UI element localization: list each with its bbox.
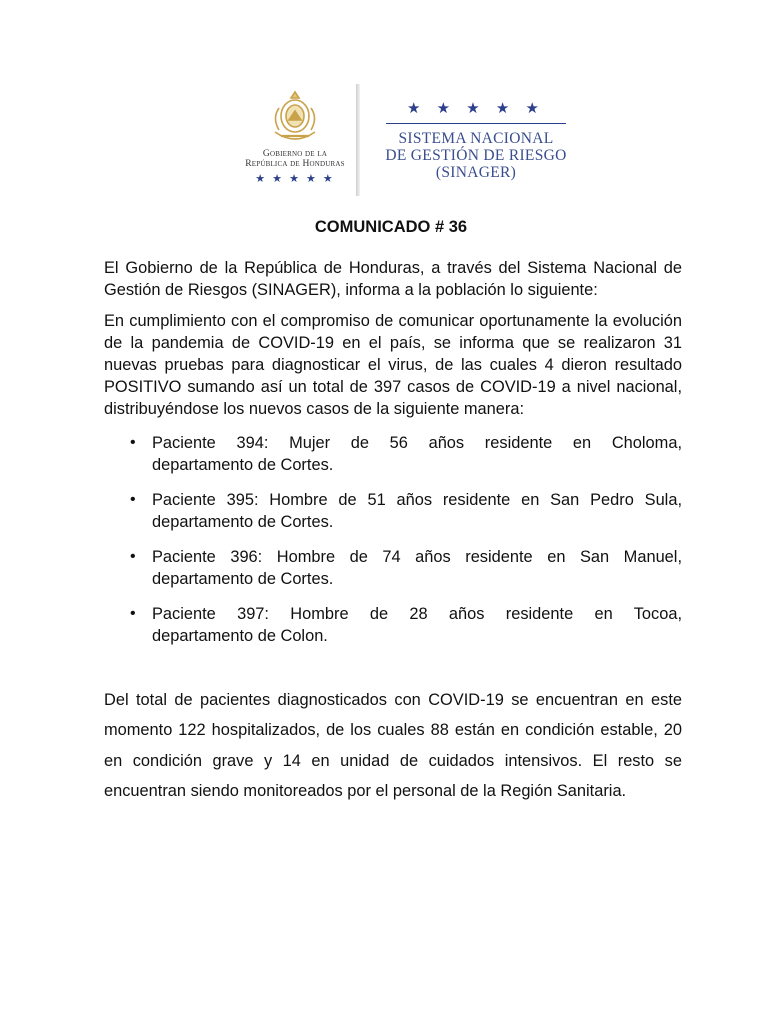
bullet-icon: •: [130, 434, 136, 451]
summary-paragraph: Del total de pacientes diagnosticados con COVID-19 se encuentran en este momento 122 hospitalizados, de los cuales 88 están en condición estable, 20 en condición grave y 14 en unidad de cuidados intensivos. El resto se encuentran siendo monitoreados por el personal de la Región Sanitaria.: [104, 691, 682, 801]
patient-list: [104, 432, 682, 647]
government-logo: [236, 88, 354, 186]
list-item: [104, 603, 682, 647]
patient-line2: departamento de Cortes.: [152, 570, 334, 588]
patient-line2: departamento de Colon.: [152, 627, 328, 645]
sinager-rule: [386, 123, 566, 124]
patient-line2: departamento de Cortes.: [152, 513, 334, 531]
sinager-name-line2: DE GESTIÓN DE RIESGO: [385, 147, 567, 164]
sinager-name-line3: (SINAGER): [435, 164, 517, 181]
government-stars: ★ ★ ★ ★ ★: [255, 173, 335, 185]
sinager-stars: ★ ★ ★ ★ ★: [407, 100, 545, 117]
sinager-logo: [376, 100, 576, 181]
bullet-icon: •: [130, 491, 136, 508]
communique-title: COMUNICADO # 36: [314, 218, 468, 236]
update-paragraph: En cumplimiento con el compromiso de comunicar oportunamente la evolución de la pandemia de COVID-19 en el país, se informa que se realizaron 31 nuevas pruebas para diagnosticar el virus, de las cuales 4 dieron resultado POSITIVO sumando así un total de 397 casos de COVID-19 a nivel nacional, distribuyéndose los nuevos casos de la siguiente manera:: [104, 312, 682, 418]
patient-line1: Paciente 396: Hombre de 74 años residente en San Manuel,: [152, 548, 682, 566]
patient-line1: Paciente 395: Hombre de 51 años residente en San Pedro Sula,: [152, 491, 682, 509]
sinager-name: [376, 130, 576, 181]
communique-body: [104, 257, 682, 816]
patient-line1: Paciente 394: Mujer de 56 años residente en Choloma,: [152, 434, 682, 452]
list-item: [104, 432, 682, 476]
logo-divider: [356, 84, 360, 196]
list-item: [104, 489, 682, 533]
intro-paragraph: El Gobierno de la República de Honduras, a través del Sistema Nacional de Gestión de Riesgos (SINAGER), informa a la población lo siguiente:: [104, 259, 682, 299]
sinager-name-line1: SISTEMA NACIONAL: [398, 130, 554, 147]
government-name-line2: República de Honduras: [245, 159, 345, 169]
bullet-icon: •: [130, 605, 136, 622]
coat-of-arms-icon: [267, 88, 323, 146]
bullet-icon: •: [130, 548, 136, 565]
government-name-line1: Gobierno de la: [262, 149, 328, 159]
government-name: [236, 149, 354, 169]
patient-line2: departamento de Cortes.: [152, 456, 334, 474]
patient-line1: Paciente 397: Hombre de 28 años residente en Tocoa,: [152, 605, 682, 623]
list-item: [104, 546, 682, 590]
letterhead: [0, 78, 782, 208]
